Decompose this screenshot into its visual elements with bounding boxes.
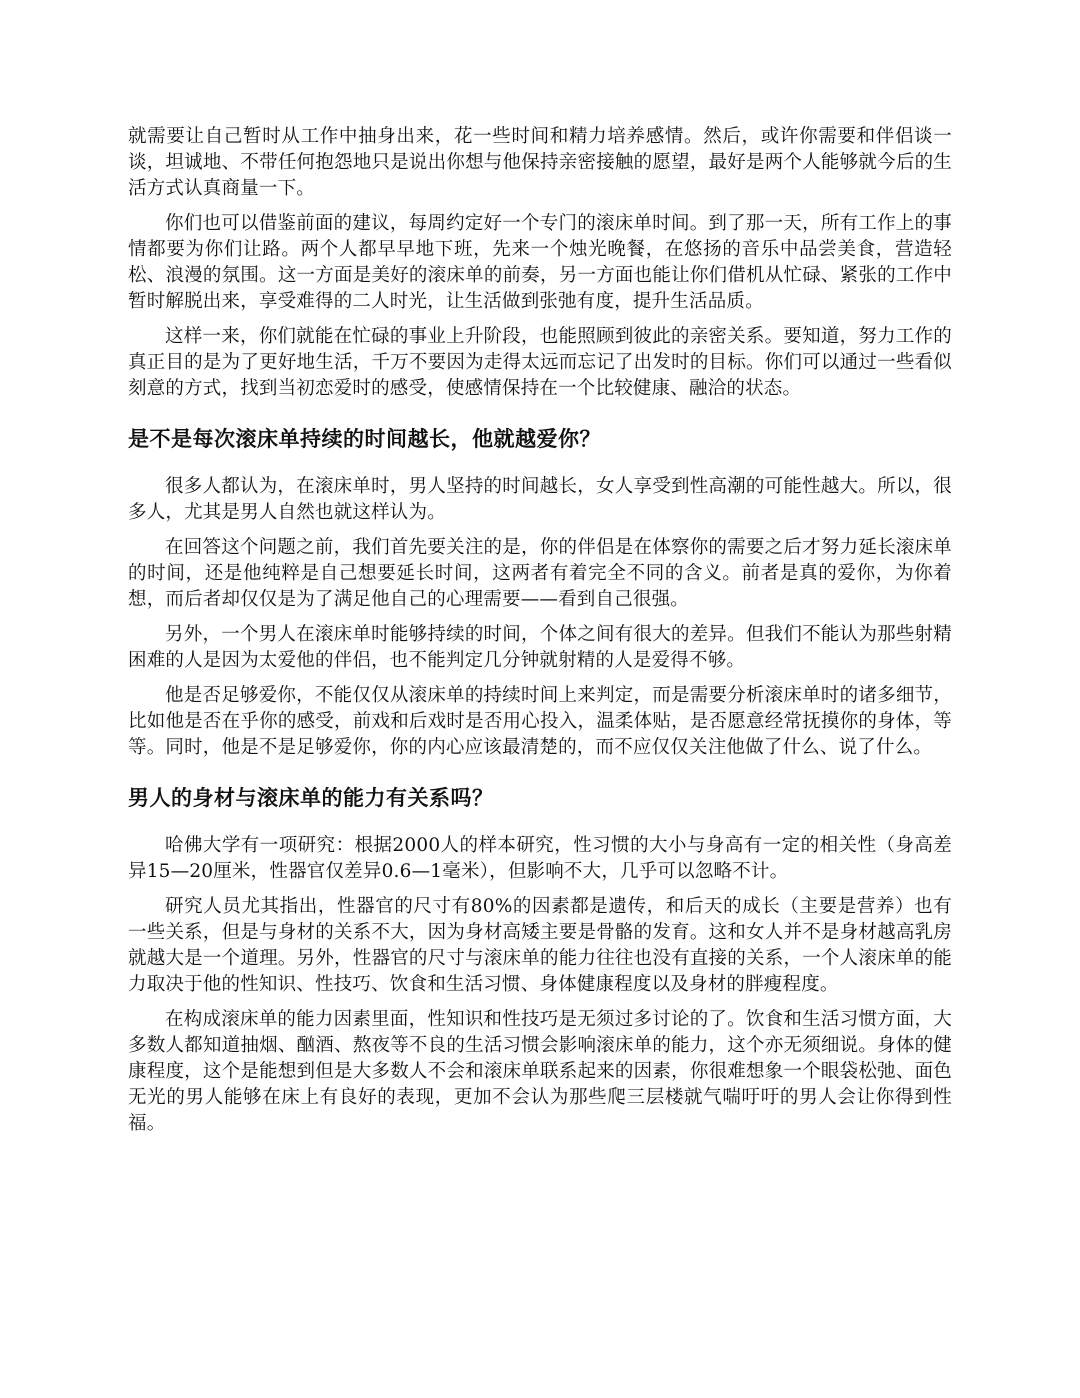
section-heading-body-size: 男人的身材与滚床单的能力有关系吗？	[128, 786, 494, 810]
paragraph-4: 很多人都认为，在滚床单时，男人坚持的时间越长，女人享受到性高潮的可能性越大。所以，很多人，尤其是男人自然也就这样认为。	[128, 476, 952, 523]
document-page	[128, 124, 952, 1146]
paragraph-2: 你们也可以借鉴前面的建议，每周约定好一个专门的滚床单时间。到了那一天，所有工作上的事情都要为你们让路。两个人都早早地下班，先来一个烛光晚餐，在悠扬的音乐中品尝美食，营造轻松、浪漫的氛围。这一方面是美好的滚床单的前奏，另一方面也能让你们借机从忙碌、紧张的工作中暂时解脱出来，享受难得的二人时光，让生活做到张弛有度，提升生活品质。	[128, 213, 952, 312]
paragraph-6: 另外，一个男人在滚床单时能够持续的时间，个体之间有很大的差异。但我们不能认为那些射精困难的人是因为太爱他的伴侣，也不能判定几分钟就射精的人是爱得不够。	[128, 624, 952, 671]
paragraph-8: 哈佛大学有一项研究：根据2000人的样本研究，性习惯的大小与身高有一定的相关性（身高差异15—20厘米，性器官仅差异0.6—1毫米），但影响不大，几乎可以忽略不计。	[128, 835, 952, 882]
paragraph-3: 这样一来，你们就能在忙碌的事业上升阶段，也能照顾到彼此的亲密关系。要知道，努力工作的真正目的是为了更好地生活，千万不要因为走得太远而忘记了出发时的目标。你们可以通过一些看似刻意的方式，找到当初恋爱时的感受，使感情保持在一个比较健康、融洽的状态。	[128, 326, 952, 399]
paragraph-9: 研究人员尤其指出，性器官的尺寸有80%的因素都是遗传，和后天的成长（主要是营养）也有一些关系，但是与身材的关系不大，因为身材高矮主要是骨骼的发育。这和女人并不是身材越高乳房就越大是一个道理。另外，性器官的尺寸与滚床单的能力往往也没有直接的关系，一个人滚床单的能力取决于他的性知识、性技巧、饮食和生活习惯、身体健康程度以及身材的胖瘦程度。	[128, 896, 952, 995]
paragraph-7: 他是否足够爱你，不能仅仅从滚床单的持续时间上来判定，而是需要分析滚床单时的诸多细节，比如他是否在乎你的感受，前戏和后戏时是否用心投入，温柔体贴，是否愿意经常抚摸你的身体，等等。同时，他是不是足够爱你，你的内心应该最清楚的，而不应仅仅关注他做了什么、说了什么。	[128, 685, 952, 758]
paragraph-10: 在构成滚床单的能力因素里面，性知识和性技巧是无须过多讨论的了。饮食和生活习惯方面，大多数人都知道抽烟、酗酒、熬夜等不良的生活习惯会影响滚床单的能力，这个亦无须细说。身体的健康程度，这个是能想到但是大多数人不会和滚床单联系起来的因素，你很难想象一个眼袋松弛、面色无光的男人能够在床上有良好的表现，更加不会认为那些爬三层楼就气喘吁吁的男人会让你得到性福。	[128, 1009, 952, 1134]
section-heading-duration: 是不是每次滚床单持续的时间越长，他就越爱你？	[128, 427, 601, 451]
paragraph-5: 在回答这个问题之前，我们首先要关注的是，你的伴侣是在体察你的需要之后才努力延长滚床单的时间，还是他纯粹是自己想要延长时间，这两者有着完全不同的含义。前者是真的爱你，为你着想，而后者却仅仅是为了满足他自己的心理需要——看到自己很强。	[128, 537, 952, 610]
paragraph-1: 就需要让自己暂时从工作中抽身出来，花一些时间和精力培养感情。然后，或许你需要和伴侣谈一谈，坦诚地、不带任何抱怨地只是说出你想与他保持亲密接触的愿望，最好是两个人能够就今后的生活方式认真商量一下。	[128, 126, 952, 199]
